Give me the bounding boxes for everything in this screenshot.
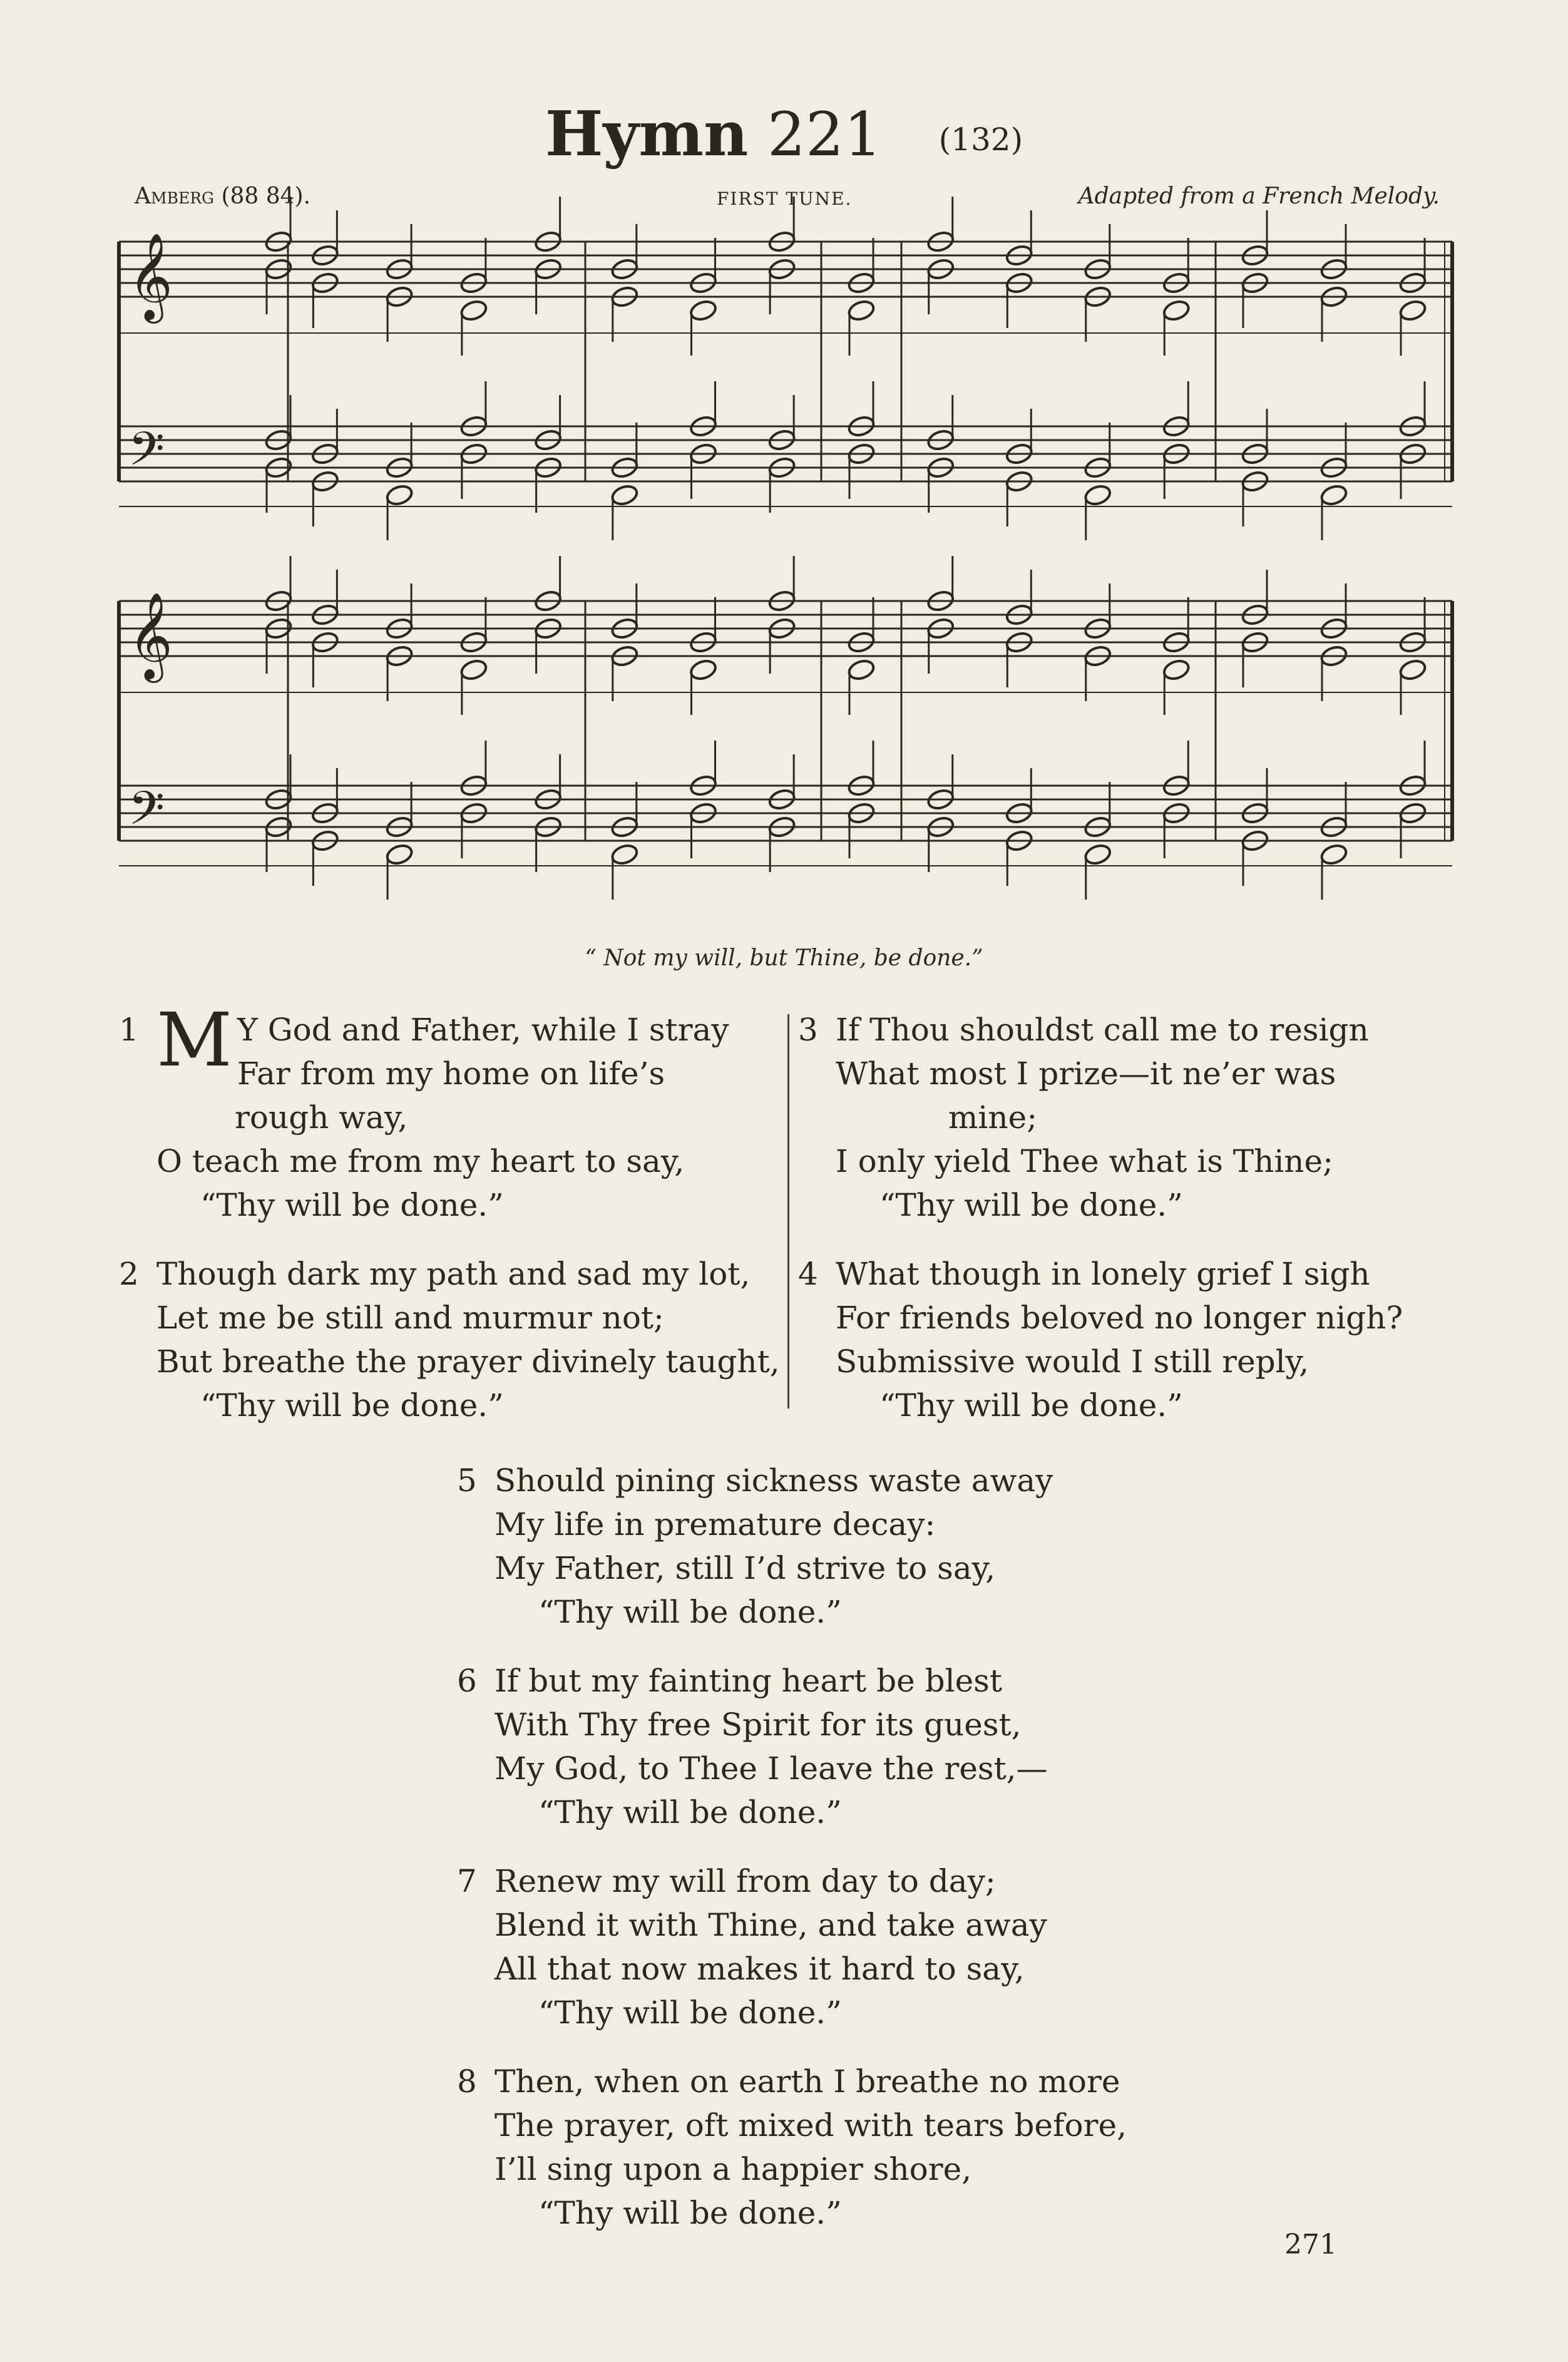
verse-line: “Thy will be done.” xyxy=(538,2195,842,2231)
epigraph: “ Not my will, but Thine, be done.” xyxy=(585,945,983,971)
verse-4 xyxy=(798,1252,1403,1427)
verse-line: “Thy will be done.” xyxy=(538,1594,842,1630)
column-divider xyxy=(787,1014,789,1409)
hymn-number: 221 xyxy=(767,100,883,170)
verse-line: “Thy will be done.” xyxy=(200,1187,504,1223)
verse-number: 3 xyxy=(798,1012,818,1048)
verse-line: My Father, still I’d strive to say, xyxy=(494,1550,996,1586)
verse-line: “Thy will be done.” xyxy=(200,1387,504,1424)
score-system-2 xyxy=(119,556,1452,900)
verse-line: Should pining sickness waste away xyxy=(494,1462,1053,1499)
svg-text:𝄞: 𝄞 xyxy=(128,233,173,320)
verse-line: Let me be still and murmur not; xyxy=(156,1300,664,1336)
verse-line: What most I prize—it ne’er was xyxy=(836,1055,1336,1092)
verse-line: The prayer, oft mixed with tears before, xyxy=(494,2107,1127,2144)
verse-number: 5 xyxy=(457,1462,477,1499)
verse-line: Then, when on earth I breathe no more xyxy=(494,2063,1120,2100)
verse-line: With Thy free Spirit for its guest, xyxy=(494,1707,1022,1743)
tune-source: Adapted from a French Melody. xyxy=(1078,183,1440,209)
music-score xyxy=(0,0,1568,927)
svg-text:𝄞: 𝄞 xyxy=(128,592,173,679)
verse-line: If but my fainting heart be blest xyxy=(494,1663,1002,1699)
verse-number: 8 xyxy=(457,2063,477,2100)
verse-1 xyxy=(119,997,729,1227)
svg-text:𝄢: 𝄢 xyxy=(128,422,165,488)
verse-number: 4 xyxy=(798,1256,818,1292)
verse-line: Submissive would I still reply, xyxy=(836,1343,1309,1380)
hymn-alt-number: (132) xyxy=(938,121,1023,158)
verse-6 xyxy=(457,1659,1048,1834)
verse-line: My life in premature decay: xyxy=(494,1506,936,1543)
verse-line: For friends beloved no longer nigh? xyxy=(836,1300,1403,1336)
verse-2 xyxy=(119,1252,780,1427)
verse-number: 2 xyxy=(119,1256,139,1292)
tune-name: Amberg (88 84). xyxy=(135,183,311,209)
verse-number: 1 xyxy=(119,1012,139,1048)
tune-label: FIRST TUNE. xyxy=(717,188,853,209)
dropcap-letter: M xyxy=(156,997,232,1083)
verse-line: But breathe the prayer divinely taught, xyxy=(156,1343,780,1380)
verse-line: “Thy will be done.” xyxy=(879,1387,1183,1424)
verse-line: “Thy will be done.” xyxy=(538,1995,842,2031)
verse-line: “Thy will be done.” xyxy=(538,1794,842,1831)
score-system-1 xyxy=(119,197,1452,540)
verse-line: I’ll sing upon a happier shore, xyxy=(494,2151,972,2187)
verse-line: What though in lonely grief I sigh xyxy=(836,1256,1370,1292)
svg-text:𝄢: 𝄢 xyxy=(128,781,165,847)
verse-line: Though dark my path and sad my lot, xyxy=(156,1256,751,1292)
verse-line: My God, to Thee I leave the rest,— xyxy=(494,1750,1048,1787)
verse-line: Far from my home on life’s xyxy=(237,1055,665,1092)
verse-line: rough way, xyxy=(235,1099,408,1136)
verse-line: Renew my will from day to day; xyxy=(494,1863,996,1899)
verse-5 xyxy=(457,1459,1053,1634)
verse-number: 7 xyxy=(457,1863,477,1899)
verse-line: “Thy will be done.” xyxy=(879,1187,1183,1223)
verse-number: 6 xyxy=(457,1663,477,1699)
verse-line: Blend it with Thine, and take away xyxy=(494,1907,1047,1943)
verse-line: O teach me from my heart to say, xyxy=(156,1143,685,1179)
verse-3 xyxy=(798,1008,1369,1227)
page-number: 271 xyxy=(1284,2229,1337,2261)
verse-line: If Thou shouldst call me to resign xyxy=(836,1012,1369,1048)
verse-line: Y God and Father, while I stray xyxy=(237,1012,729,1048)
verse-line: All that now makes it hard to say, xyxy=(494,1951,1025,1987)
verse-7 xyxy=(457,1859,1047,2035)
hymn-word: Hymn xyxy=(545,98,749,170)
verse-line: mine; xyxy=(948,1099,1038,1136)
verse-line: I only yield Thee what is Thine; xyxy=(836,1143,1333,1179)
verse-8 xyxy=(457,2060,1127,2235)
